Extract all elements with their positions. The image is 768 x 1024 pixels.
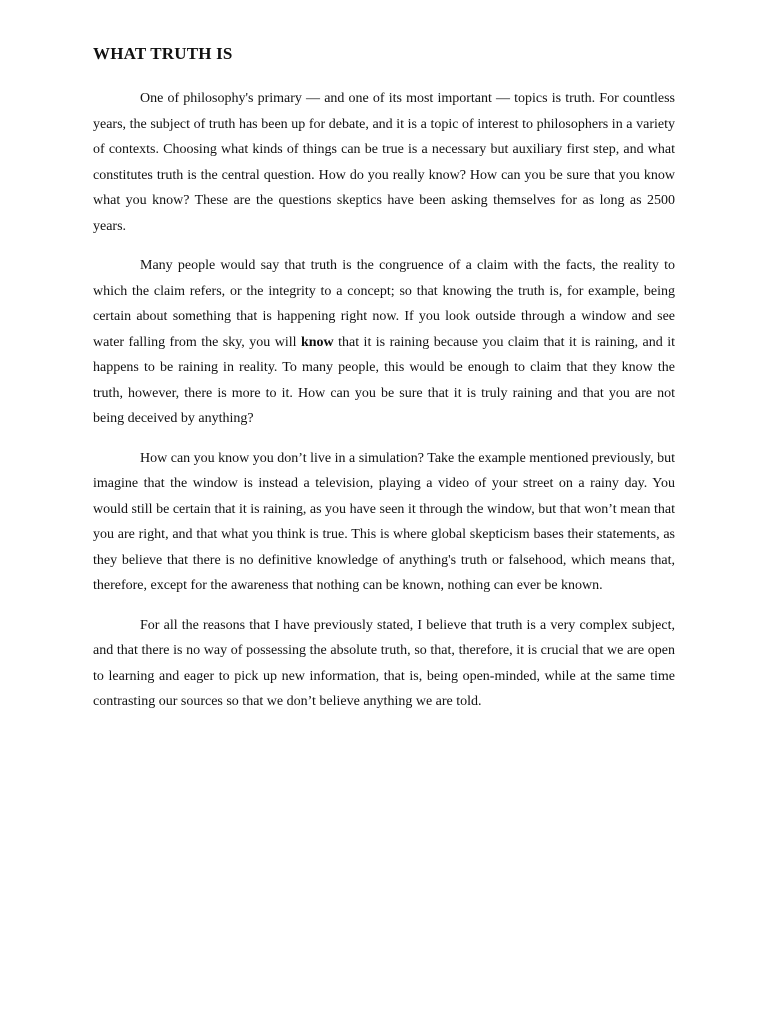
paragraph-2-text-after: that it is raining because you claim that it is raining, and it happens to be raining in reality. To many people, this would be enough to claim that they know the truth, however, there is more to it. How can you be sure that it is truly raining and that you are not being deceived by anything? [93,334,675,426]
paragraph-4: For all the reasons that I have previously stated, I believe that truth is a very complex subject, and that there is no way of possessing the absolute truth, so that, therefore, it is crucial that we are open to learning and eager to pick up new information, that is, being open-minded, while at the same time contrasting our sources so that we don’t believe anything we are told. [93,617,675,709]
paragraph-3: How can you know you don’t live in a simulation? Take the example mentioned previously, but imagine that the window is instead a television, playing a video of your street on a rainy day. You would still be certain that it is raining, as you have seen it through the window, but that won’t mean that you are right, and that what you think is true. This is where global skepticism bases their statements, as they believe that there is no definitive knowledge of anything's truth or falsehood, which means that, therefore, except for the awareness that nothing can be known, nothing can ever be known. [93,450,675,593]
document-body [93,86,675,729]
paragraph-2-text-before: Many people would say that truth is the congruence of a claim with the facts, the reality to which the claim refers, or the integrity to a concept; so that knowing the truth is, for example, being certain about something that is happening right now. If you look outside through a window and see water falling from the sky, you will [93,258,675,350]
document-title: WHAT TRUTH IS [93,44,233,63]
paragraph-1: One of philosophy's primary — and one of its most important — topics is truth. For countless years, the subject of truth has been up for debate, and it is a topic of interest to philosophers in a variety of contexts. Choosing what kinds of things can be true is a necessary but auxiliary first step, and what constitutes truth is the central question. How do you really know? How can you be sure that you know what you know? These are the questions skeptics have been asking themselves for as long as 2500 years. [93,91,675,234]
paragraph-2-bold-word: know [300,334,334,350]
paragraph-2 [93,253,675,432]
